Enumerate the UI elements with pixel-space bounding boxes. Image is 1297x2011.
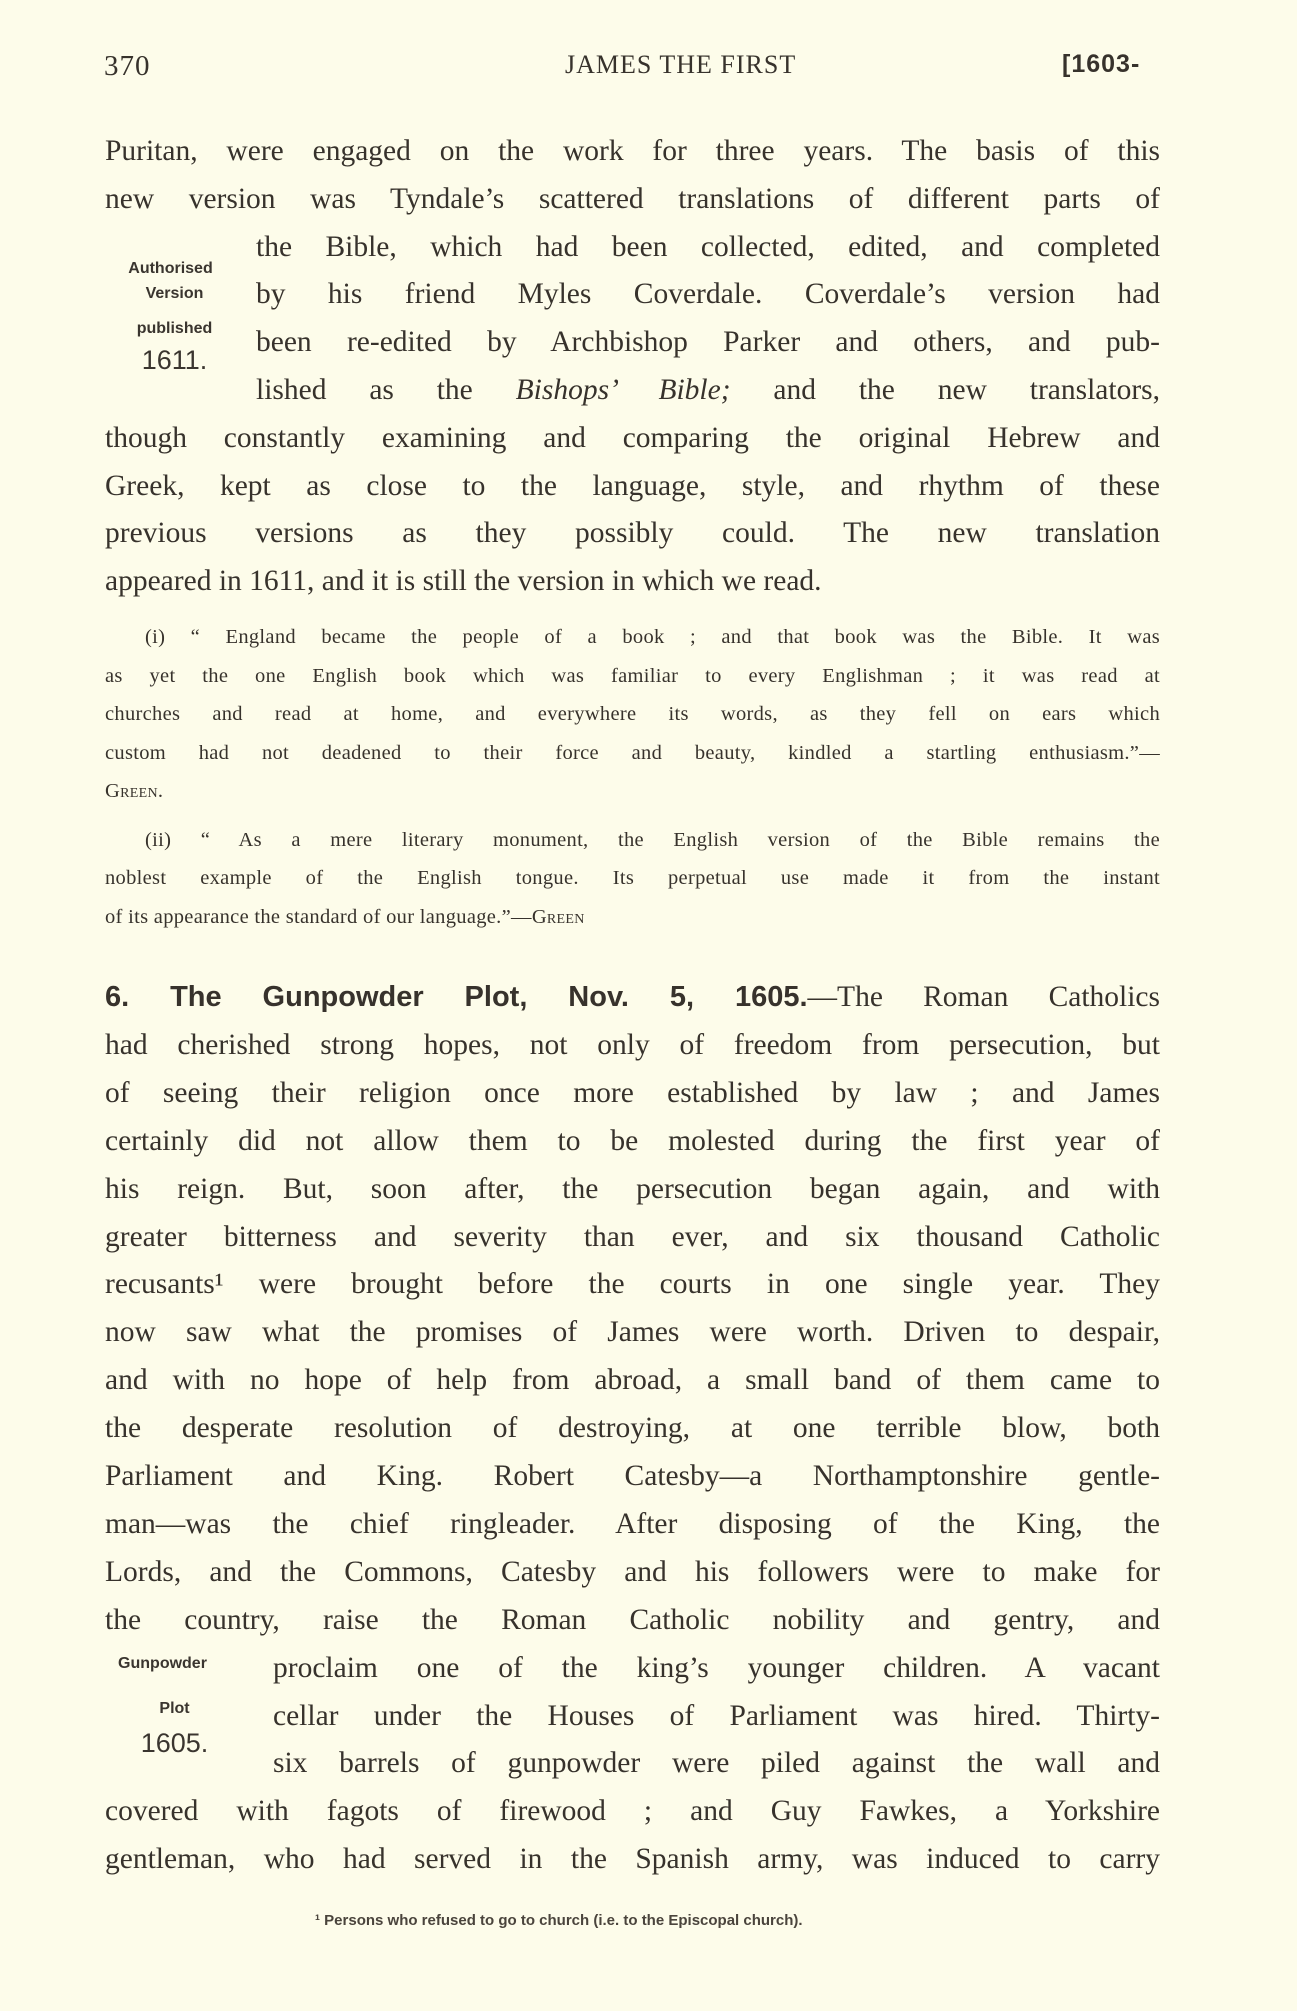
text-line: Parliament and King. Robert Catesby—a Northamptonshire gentle-	[105, 1460, 1160, 1492]
text-line: though constantly examining and comparing the original Hebrew and	[105, 421, 1160, 454]
footnote: ¹ Persons who refused to go to church (i.e. to the Episcopal church).	[315, 1912, 803, 1929]
quote-line: (ii) “ As a mere literary monument, the English version of the Bible remains the	[145, 828, 1160, 851]
text-line: certainly did not allow them to be molested during the first year of	[105, 1124, 1160, 1157]
text-line: covered with fagots of firewood ; and Guy Fawkes, a Yorkshire	[105, 1795, 1160, 1828]
text-line: Lords, and the Commons, Catesby and his followers were to make for	[105, 1555, 1160, 1588]
margin-note: published	[136, 320, 213, 337]
text-line: recusants¹ were brought before the courts in one single year. They	[105, 1268, 1160, 1301]
margin-note: 1605.	[140, 1728, 209, 1758]
margin-note: Authorised	[128, 260, 213, 277]
text-line: new version was Tyndale’s scattered translations of different parts of	[105, 182, 1160, 215]
quote-line: noblest example of the English tongue. Its perpetual use made it from the instant	[105, 867, 1160, 889]
margin-note: 1611.	[141, 345, 208, 375]
text-line: greater bitterness and severity than ever, and six thousand Catholic	[105, 1220, 1160, 1253]
text-line: the Bible, which had been collected, edited, and completed	[256, 230, 1160, 263]
margin-note: Version	[145, 285, 204, 302]
text-line: proclaim one of the king’s younger children. A vacant	[273, 1651, 1160, 1684]
quote-line: Green.	[105, 780, 164, 802]
margin-note: Gunpowder	[118, 1655, 207, 1672]
page-number: 370	[104, 50, 151, 82]
text-line: six barrels of gunpowder were piled against the wall and	[273, 1747, 1160, 1780]
text-line: been re-edited by Archbishop Parker and others, and pub-	[256, 326, 1160, 359]
quote-line: as yet the one English book which was familiar to every Englishman ; it was read at	[105, 664, 1160, 687]
margin-note: Plot	[159, 1700, 190, 1717]
text-line: gentleman, who had served in the Spanish army, was induced to carry	[105, 1843, 1160, 1876]
quote-line: custom had not deadened to their force and beauty, kindled a startling enthusiasm.”—	[105, 741, 1160, 764]
text-line: now saw what the promises of James were worth. Driven to despair,	[105, 1316, 1160, 1349]
text-line: the desperate resolution of destroying, at one terrible blow, both	[105, 1412, 1160, 1445]
text-line: the country, raise the Roman Catholic nobility and gentry, and	[105, 1603, 1160, 1636]
section-heading: 6. The Gunpowder Plot, Nov. 5, 1605.	[105, 981, 808, 1013]
text-line: had cherished strong hopes, not only of freedom from persecution, but	[105, 1028, 1160, 1061]
text-line: appeared in 1611, and it is still the version in which we read.	[105, 565, 822, 598]
text-line: Greek, kept as close to the language, style, and rhythm of these	[105, 469, 1160, 502]
text-line: Puritan, were engaged on the work for three years. The basis of this	[105, 135, 1160, 167]
quote-line: (i) “ England became the people of a book ; and that book was the Bible. It was	[145, 626, 1160, 648]
text-line: 6. The Gunpowder Plot, Nov. 5, 1605.—The Roman Catholics	[105, 981, 1160, 1013]
text-line: previous versions as they possibly could. The new translation	[105, 517, 1160, 550]
quote-line: of its appearance the standard of our language.”—Green	[105, 905, 585, 928]
text-line: cellar under the Houses of Parliament was hired. Thirty-	[273, 1699, 1160, 1732]
text-line: by his friend Myles Coverdale. Coverdale’s version had	[256, 278, 1160, 311]
text-line: his reign. But, soon after, the persecution began again, and with	[105, 1172, 1160, 1205]
quote-line: churches and read at home, and everywhere its words, as they fell on ears which	[105, 703, 1160, 725]
text-line: lished as the Bishops’ Bible; and the new translators,	[256, 374, 1160, 406]
text-line: of seeing their religion once more established by law ; and James	[105, 1076, 1160, 1109]
text-line: and with no hope of help from abroad, a small band of them came to	[105, 1364, 1160, 1397]
date-range: [1603-	[1062, 50, 1141, 78]
running-title: JAMES THE FIRST	[565, 50, 797, 79]
text-line: man—was the chief ringleader. After disposing of the King, the	[105, 1507, 1160, 1540]
